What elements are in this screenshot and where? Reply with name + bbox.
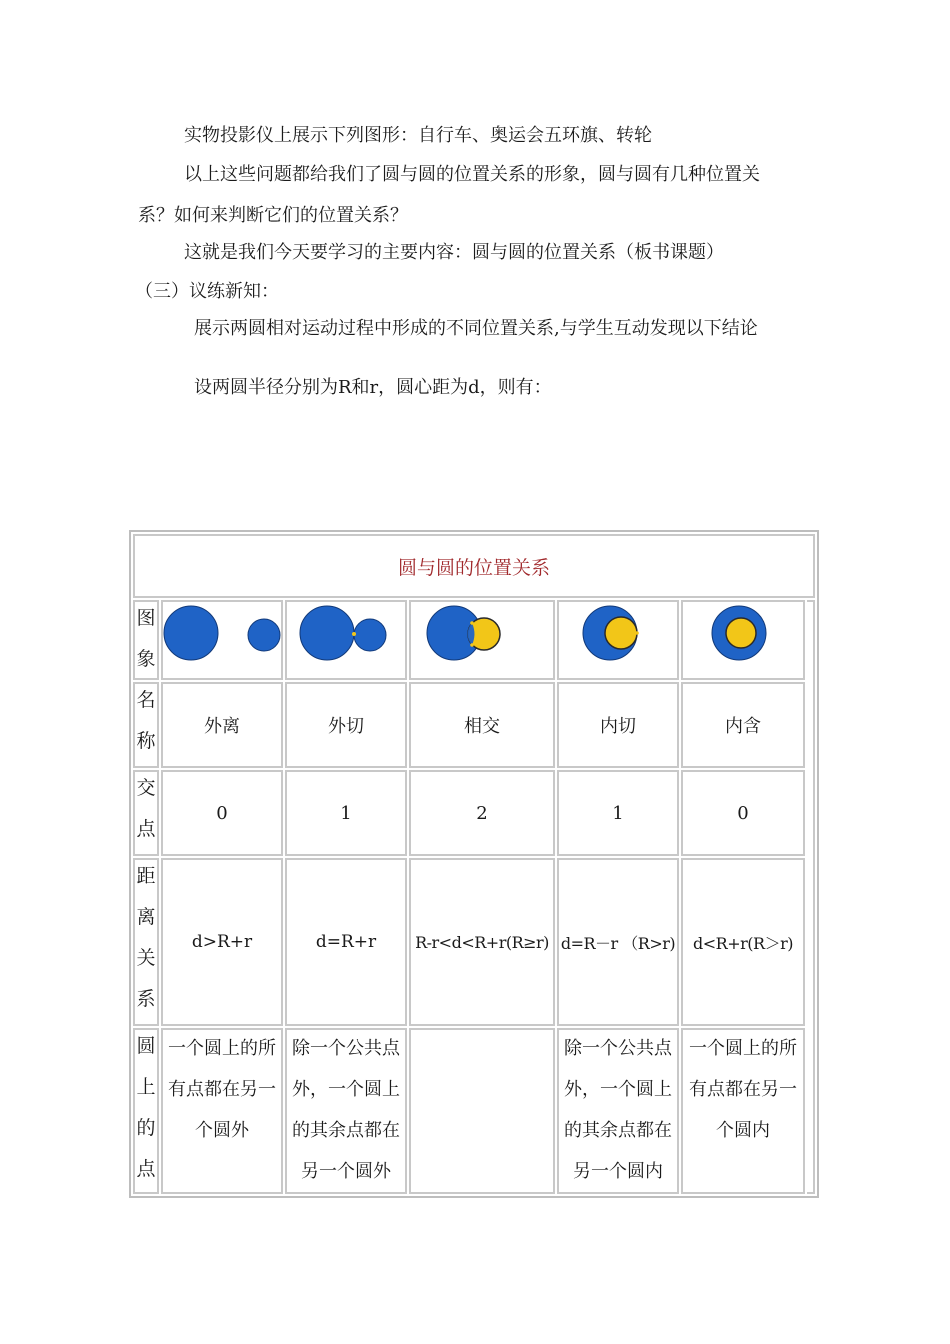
small-circle <box>605 617 637 649</box>
figure-internal-tangent <box>559 602 677 678</box>
name-external-tangent: 外切 <box>285 682 407 768</box>
circle-relations-table <box>129 530 819 1198</box>
figure-cell-intersecting <box>409 600 555 680</box>
row-label-points: 圆上的点 <box>133 1028 159 1194</box>
intersections-separate: 0 <box>161 770 283 856</box>
paragraph-3: 这就是我们今天要学习的主要内容：圆与圆的位置关系（板书课题） <box>184 242 724 263</box>
intersections-external-tangent: 1 <box>285 770 407 856</box>
small-circle <box>354 619 386 651</box>
figure-cell-external-tangent <box>285 600 407 680</box>
distance-internal-tangent: d=R－r （R>r) <box>557 858 679 1026</box>
distance-intersecting: R-r<d<R+r(R≥r) <box>409 858 555 1026</box>
paragraph-2-line-2: 系？如何来判断它们的位置关系？ <box>138 205 408 226</box>
row-label-distance: 距离关系 <box>133 858 159 1026</box>
paragraph-5: 展示两圆相对运动过程中形成的不同位置关系,与学生互动发现以下结论 <box>194 318 758 339</box>
tangent-point <box>352 632 356 636</box>
distance-external-tangent: d=R+r <box>285 858 407 1026</box>
name-contained: 内含 <box>681 682 805 768</box>
intersection-point <box>470 621 474 625</box>
distance-contained: d<R+r(R＞r) <box>681 858 805 1026</box>
small-circle <box>726 618 756 648</box>
points-separate: 一个圆上的所有点都在另一个圆外 <box>161 1028 283 1194</box>
distance-separate: d>R+r <box>161 858 283 1026</box>
name-separate: 外离 <box>161 682 283 768</box>
points-internal-tangent: 除一个公共点外，一个圆上的其余点都在另一个圆内 <box>557 1028 679 1194</box>
large-circle <box>164 606 218 660</box>
paragraph-6: 设两圆半径分别为R和r，圆心距为d，则有： <box>194 377 552 398</box>
intersection-point <box>470 643 474 647</box>
figure-external-tangent <box>287 602 405 678</box>
row-label-figure: 图象 <box>133 600 159 680</box>
name-intersecting: 相交 <box>409 682 555 768</box>
figure-contained <box>683 602 803 678</box>
figure-intersecting <box>411 602 553 678</box>
intersections-contained: 0 <box>681 770 805 856</box>
name-internal-tangent: 内切 <box>557 682 679 768</box>
section-heading: （三）议练新知： <box>135 281 279 302</box>
intersections-internal-tangent: 1 <box>557 770 679 856</box>
table-title: 圆与圆的位置关系 <box>133 534 815 598</box>
row-label-intersections: 交点 <box>133 770 159 856</box>
tangent-point <box>635 631 639 635</box>
points-contained: 一个圆上的所有点都在另一个圆内 <box>681 1028 805 1194</box>
figure-cell-contained <box>681 600 805 680</box>
points-intersecting <box>409 1028 555 1194</box>
paragraph-2-line-1: 以上这些问题都给我们了圆与圆的位置关系的形象，圆与圆有几种位置关 <box>184 164 760 185</box>
figure-cell-internal-tangent <box>557 600 679 680</box>
figure-separate <box>163 602 281 678</box>
large-circle <box>300 606 354 660</box>
points-external-tangent: 除一个公共点外，一个圆上的其余点都在另一个圆外 <box>285 1028 407 1194</box>
paragraph-1: 实物投影仪上展示下列图形：自行车、奥运会五环旗、转轮 <box>184 125 652 146</box>
intersections-intersecting: 2 <box>409 770 555 856</box>
table-right-gutter <box>807 600 815 1194</box>
figure-cell-separate <box>161 600 283 680</box>
small-circle <box>248 619 280 651</box>
row-label-name: 名称 <box>133 682 159 768</box>
